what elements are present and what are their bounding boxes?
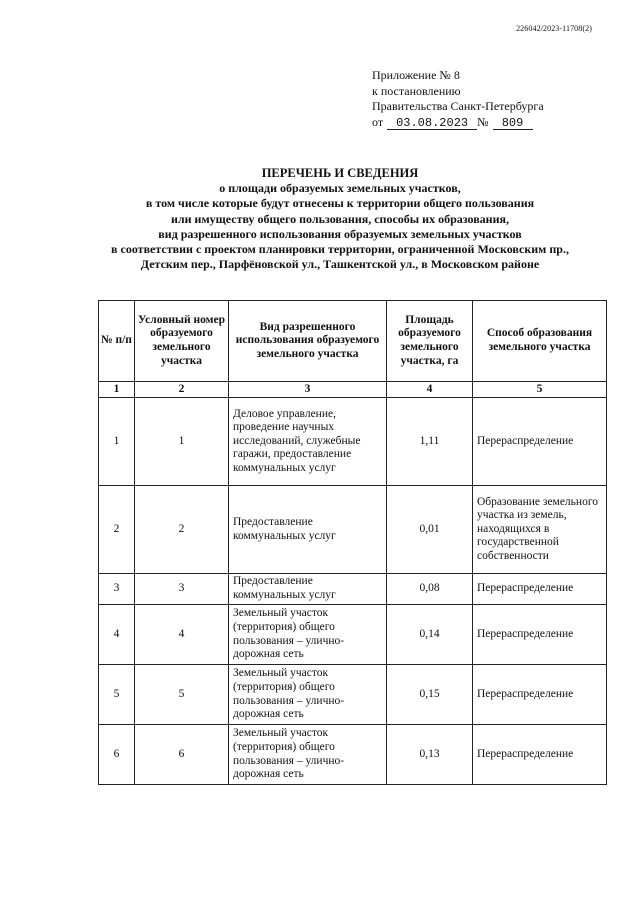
table-row [99, 725, 607, 785]
title-line-5: в соответствии с проектом планировки территории, ограниченной Московским пр., [111, 242, 569, 257]
cell-index: 2 [99, 486, 135, 574]
table-header-row [99, 301, 607, 382]
cell-permitted-use: Земельный участок (территория) общего пользования – улично-дорожная сеть [229, 665, 387, 725]
cell-formation-method: Перераспределение [473, 665, 607, 725]
column-number-row [99, 382, 607, 398]
cell-index: 5 [99, 665, 135, 725]
cell-index: 4 [99, 605, 135, 665]
table-row [99, 486, 607, 574]
appendix-date: 03.08.2023 [387, 117, 477, 130]
cell-permitted-use: Предоставление коммунальных услуг [229, 486, 387, 574]
cell-plot-number: 1 [135, 398, 229, 486]
appendix-number: 809 [493, 117, 533, 130]
cell-formation-method: Перераспределение [473, 725, 607, 785]
header-plot-number: Условный номер образуемого земельного участка [135, 301, 229, 382]
cell-area: 0,01 [387, 486, 473, 574]
table-row [99, 605, 607, 665]
cell-formation-method: Перераспределение [473, 398, 607, 486]
appendix-block [372, 68, 544, 130]
column-number: 5 [473, 382, 607, 398]
header-index: № п/п [99, 301, 135, 382]
title-line-1: о площади образуемых земельных участков, [219, 181, 461, 196]
title-line-6: Детским пер., Парфёновской ул., Ташкентской ул., в Московском районе [140, 257, 540, 272]
appendix-authority: Правительства Санкт-Петербурга [372, 99, 544, 113]
cell-plot-number: 2 [135, 486, 229, 574]
cell-index: 3 [99, 574, 135, 605]
plots-table [98, 300, 607, 785]
appendix-title: Приложение № 8 [372, 68, 460, 82]
document-id: 226042/2023-11708(2) [516, 24, 592, 33]
cell-formation-method: Перераспределение [473, 605, 607, 665]
document-title [60, 166, 620, 272]
header-area: Площадь образуемого земельного участка, га [387, 301, 473, 382]
column-number: 4 [387, 382, 473, 398]
header-permitted-use: Вид разрешенного использования образуемого земельного участка [229, 301, 387, 382]
cell-permitted-use: Земельный участок (территория) общего пользования – улично-дорожная сеть [229, 725, 387, 785]
cell-area: 0,13 [387, 725, 473, 785]
cell-plot-number: 5 [135, 665, 229, 725]
header-formation-method: Способ образования земельного участка [473, 301, 607, 382]
cell-plot-number: 3 [135, 574, 229, 605]
cell-index: 1 [99, 398, 135, 486]
date-prefix: от [372, 114, 384, 129]
cell-permitted-use: Предоставление коммунальных услуг [229, 574, 387, 605]
cell-plot-number: 6 [135, 725, 229, 785]
title-line-4: вид разрешенного использования образуемых земельных участков [158, 226, 522, 241]
table-row [99, 574, 607, 605]
table-row [99, 398, 607, 486]
column-number: 3 [229, 382, 387, 398]
title-line-3: или имуществу общего пользования, способы их образования, [170, 211, 509, 226]
cell-area: 0,14 [387, 605, 473, 665]
cell-permitted-use: Деловое управление, проведение научных исследований, служебные гаражи, предоставление коммунальных услуг [229, 398, 387, 486]
cell-permitted-use: Земельный участок (территория) общего пользования – улично-дорожная сеть [229, 605, 387, 665]
appendix-date-line [372, 115, 544, 131]
title-line-2: в том числе которые будут отнесены к территории общего пользования [145, 196, 535, 211]
number-prefix: № [477, 114, 489, 129]
cell-area: 0,15 [387, 665, 473, 725]
appendix-reference: к постановлению [372, 83, 461, 98]
cell-formation-method: Перераспределение [473, 574, 607, 605]
cell-plot-number: 4 [135, 605, 229, 665]
table-row [99, 665, 607, 725]
cell-area: 0,08 [387, 574, 473, 605]
cell-formation-method: Образование земельного участка из земель, находящихся в государственной собственности [473, 486, 607, 574]
cell-index: 6 [99, 725, 135, 785]
column-number: 2 [135, 382, 229, 398]
title-main: ПЕРЕЧЕНЬ И СВЕДЕНИЯ [261, 166, 419, 180]
cell-area: 1,11 [387, 398, 473, 486]
column-number: 1 [99, 382, 135, 398]
